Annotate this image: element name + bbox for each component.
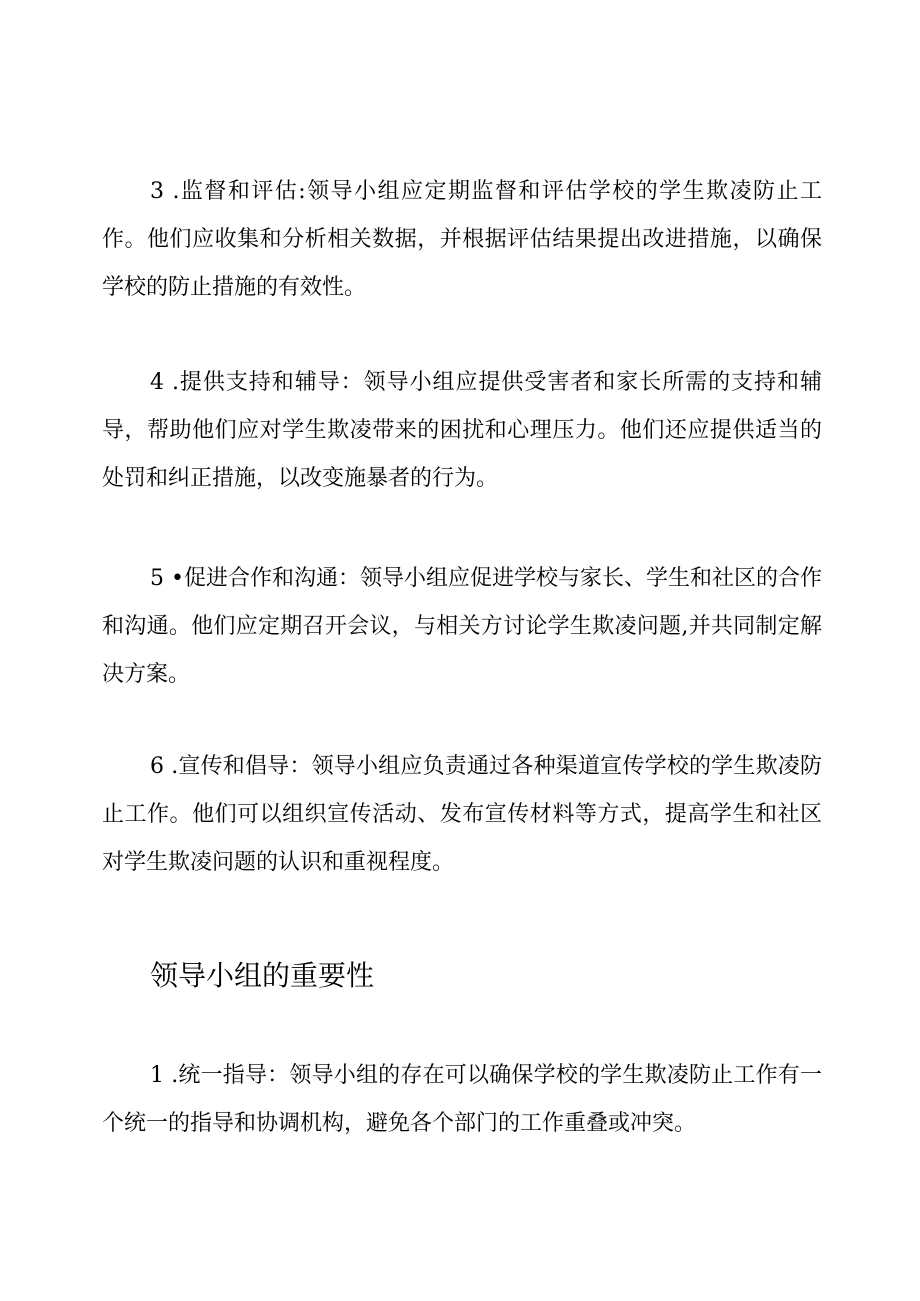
- section-heading: 领导小组的重要性: [150, 959, 375, 992]
- paragraph-supervision-evaluation: 3 .监督和评估:领导小组应定期监督和评估学校的学生欺凌防止工作。他们应收集和分析相关数据，并根据评估结果提出改进措施，以确保学校的防止措施的有效性。: [102, 179, 822, 300]
- paragraph-support-counseling: 4 .提供支持和辅导：领导小组应提供受害者和家长所需的支持和辅导，帮助他们应对学生欺凌带来的困扰和心理压力。他们还应提供适当的处罚和纠正措施，以改变施暴者的行为。: [102, 370, 822, 491]
- paragraph-publicity-advocacy: 6 .宣传和倡导：领导小组应负责通过各种渠道宣传学校的学生欺凌防止工作。他们可以组织宣传活动、发布宣传材料等方式，提高学生和社区对学生欺凌问题的认识和重视程度。: [102, 754, 822, 875]
- paragraph-unified-guidance: 1 .统一指导：领导小组的存在可以确保学校的学生欺凌防止工作有一个统一的指导和协调机构，避免各个部门的工作重叠或冲突。: [102, 1063, 822, 1136]
- paragraph-cooperation-communication: 5 •促进合作和沟通：领导小组应促进学校与家长、学生和社区的合作和沟通。他们应定期召开会议，与相关方讨论学生欺凌问题,并共同制定解决方案。: [102, 566, 822, 687]
